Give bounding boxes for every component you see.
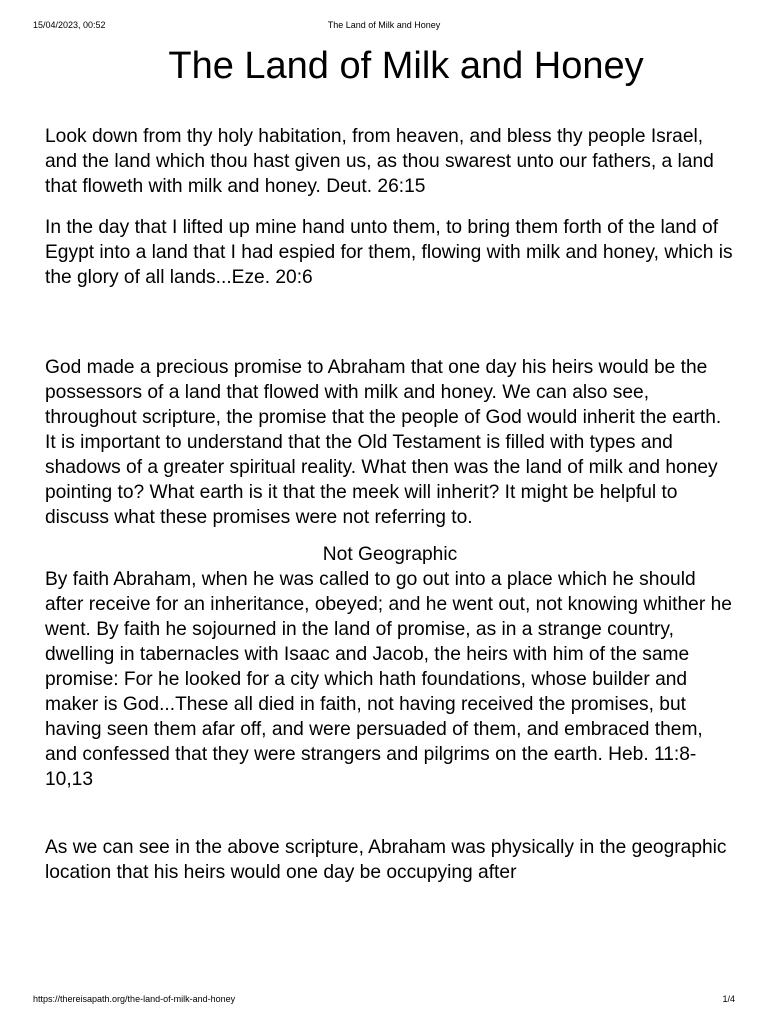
paragraph-promise: God made a precious promise to Abraham that one day his heirs would be the possessors of a land that flowed with milk and honey. We can also see, throughout scripture, the promise that the people of God would inherit the earth. It is important to understand that the Old Testament is filled with types and shadows of a greater spiritual reality. What then was the land of milk and honey pointing to? What earth is it that the meek will inherit? It might be helpful to discuss what these promises were not referring to. (45, 357, 722, 528)
article-body (45, 124, 735, 885)
paragraph-eze: In the day that I lifted up mine hand unto them, to bring them forth of the land of Egypt into a land that I had espied for them, flowing with milk and honey, which is the glory of all lands...Eze. 20:6 (45, 217, 733, 288)
section-heading: Not Geographic (322, 544, 458, 565)
page-indicator: 1/4 (722, 994, 735, 1004)
print-footer (33, 992, 735, 1006)
paragraph-abraham: As we can see in the above scripture, Abraham was physically in the geographic location that his heirs would one day be occupying after (45, 837, 727, 883)
print-header (33, 18, 735, 32)
print-datetime: 15/04/2023, 00:52 (33, 20, 106, 30)
print-doc-title: The Land of Milk and Honey (327, 20, 441, 30)
paragraph-deut: Look down from thy holy habitation, from heaven, and bless thy people Israel, and the land which thou hast given us, as thou swarest unto our fathers, a land that floweth with milk and honey. Deut. 26:15 (45, 126, 714, 197)
page-title: The Land of Milk and Honey (168, 45, 644, 87)
print-url: https://thereisapath.org/the-land-of-milk-and-honey (33, 994, 236, 1004)
paragraph-heb: By faith Abraham, when he was called to go out into a place which he should after receive for an inheritance, obeyed; and he went out, not knowing whither he went. By faith he sojourned in the land of promise, as in a strange country, dwelling in tabernacles with Isaac and Jacob, the heirs with him of the same promise: For he looked for a city which hath foundations, whose builder and maker is God...These all died in faith, not having received the promises, but having seen them afar off, and were persuaded of them, and embraced them, and confessed that they were strangers and pilgrims on the earth. Heb. 11:8-10,13 (45, 569, 732, 790)
